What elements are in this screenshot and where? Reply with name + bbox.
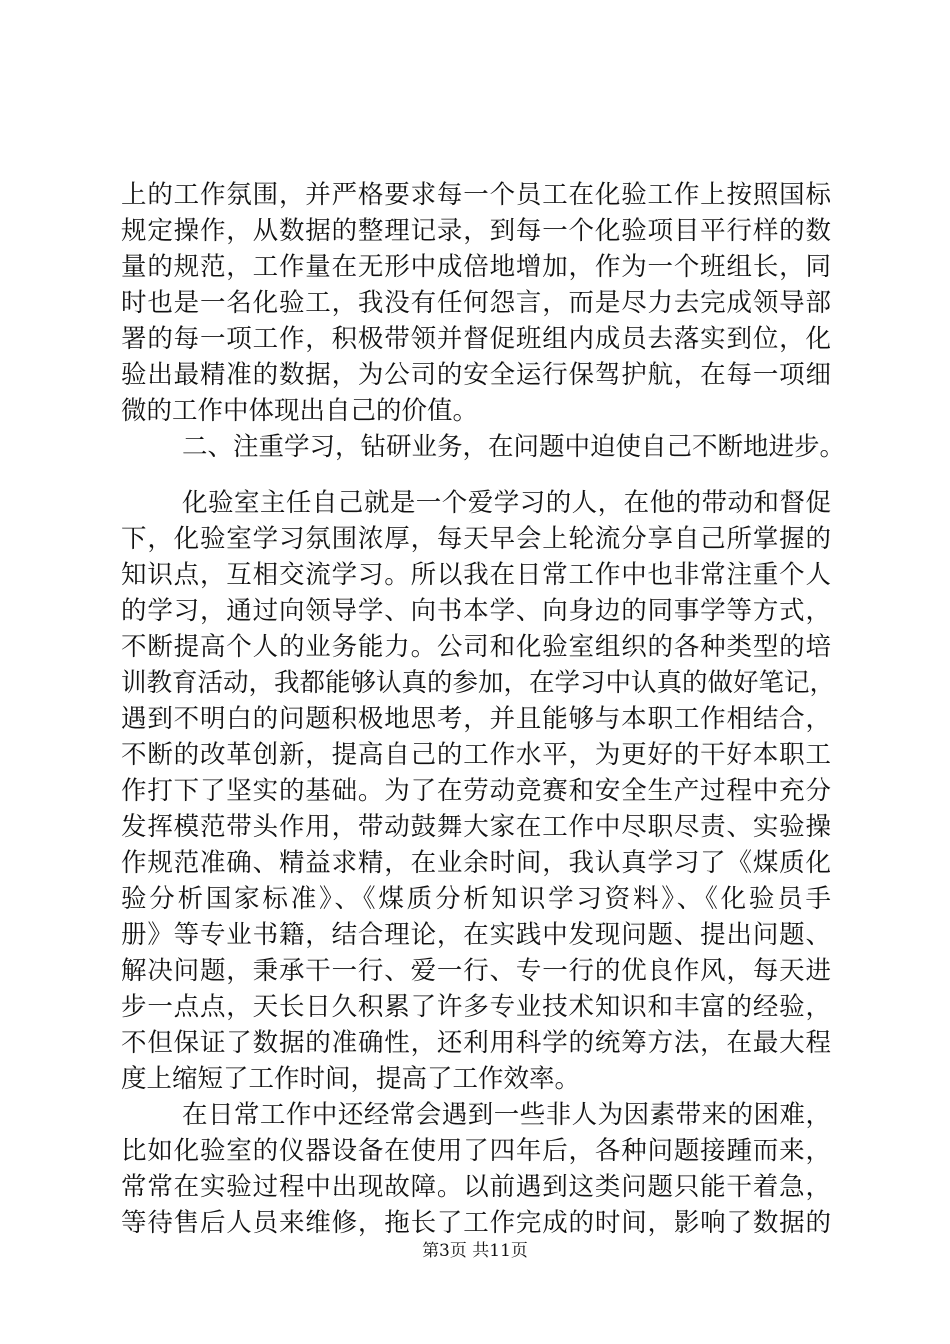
paragraph-1-line-7: 微的工作中体现出自己的价值。	[121, 396, 479, 426]
paragraph-3-line-11: 作规范准确、精益求精，在业余时间，我认真学习了《煤质化	[121, 848, 831, 878]
paragraph-4-line-3: 常常在实验过程中出现故障。以前遇到这类问题只能干着急，	[121, 1172, 831, 1202]
paragraph-3-line-13: 册》等专业书籍，结合理论，在实践中发现问题、提出问题、	[121, 920, 831, 950]
paragraph-3-line-8: 不断的改革创新，提高自己的工作水平，为更好的干好本职工	[121, 740, 831, 770]
paragraph-4-line-2: 比如化验室的仪器设备在使用了四年后，各种问题接踵而来，	[121, 1136, 831, 1166]
paragraph-3-line-4: 的学习，通过向领导学、向书本学、向身边的同事学等方式，	[121, 596, 831, 626]
paragraph-4-line-1: 在日常工作中还经常会遇到一些非人为因素带来的困难，	[182, 1100, 831, 1130]
paragraph-1-line-4: 时也是一名化验工，我没有任何怨言，而是尽力去完成领导部	[121, 288, 831, 318]
paragraph-3-line-10: 发挥模范带头作用，带动鼓舞大家在工作中尽职尽责、实验操	[121, 812, 831, 842]
paragraph-4-line-4: 等待售后人员来维修，拖长了工作完成的时间，影响了数据的	[121, 1208, 831, 1238]
paragraph-3-line-16: 不但保证了数据的准确性，还利用科学的统筹方法，在最大程	[121, 1028, 831, 1058]
paragraph-3-line-14: 解决问题，秉承干一行、爱一行、专一行的优良作风，每天进	[121, 956, 831, 986]
paragraph-3-line-12: 验分析国家标准》、《煤质分析知识学习资料》、《化验员手	[121, 884, 831, 914]
paragraph-3-line-15: 步一点点，天长日久积累了许多专业技术知识和丰富的经验，	[121, 992, 831, 1022]
paragraph-3-line-3: 知识点，互相交流学习。所以我在日常工作中也非常注重个人	[121, 560, 831, 590]
paragraph-1-line-6: 验出最精准的数据，为公司的安全运行保驾护航，在每一项细	[121, 360, 831, 390]
paragraph-3-line-2: 下，化验室学习氛围浓厚，每天早会上轮流分享自己所掌握的	[121, 524, 831, 554]
paragraph-3-line-17: 度上缩短了工作时间，提高了工作效率。	[121, 1064, 581, 1094]
paragraph-1-line-2: 规定操作，从数据的整理记录，到每一个化验项目平行样的数	[121, 216, 831, 246]
paragraph-1-line-3: 量的规范，工作量在无形中成倍地增加，作为一个班组长，同	[121, 252, 831, 282]
paragraph-3-line-6: 训教育活动，我都能够认真的参加，在学习中认真的做好笔记，	[121, 668, 836, 698]
paragraph-3-line-1: 化验室主任自己就是一个爱学习的人，在他的带动和督促	[182, 488, 831, 518]
paragraph-3-line-9: 作打下了坚实的基础。为了在劳动竞赛和安全生产过程中充分	[121, 776, 831, 806]
section-heading: 二、注重学习，钻研业务，在问题中迫使自己不断地进步。	[182, 432, 846, 462]
page-footer: 第3页 共11页	[422, 1241, 528, 1261]
paragraph-1-line-5: 署的每一项工作，积极带领并督促班组内成员去落实到位，化	[121, 324, 831, 354]
paragraph-3-line-5: 不断提高个人的业务能力。公司和化验室组织的各种类型的培	[121, 632, 831, 662]
paragraph-1-line-1: 上的工作氛围，并严格要求每一个员工在化验工作上按照国标	[121, 180, 831, 210]
paragraph-3-line-7: 遇到不明白的问题积极地思考，并且能够与本职工作相结合，	[121, 704, 831, 734]
